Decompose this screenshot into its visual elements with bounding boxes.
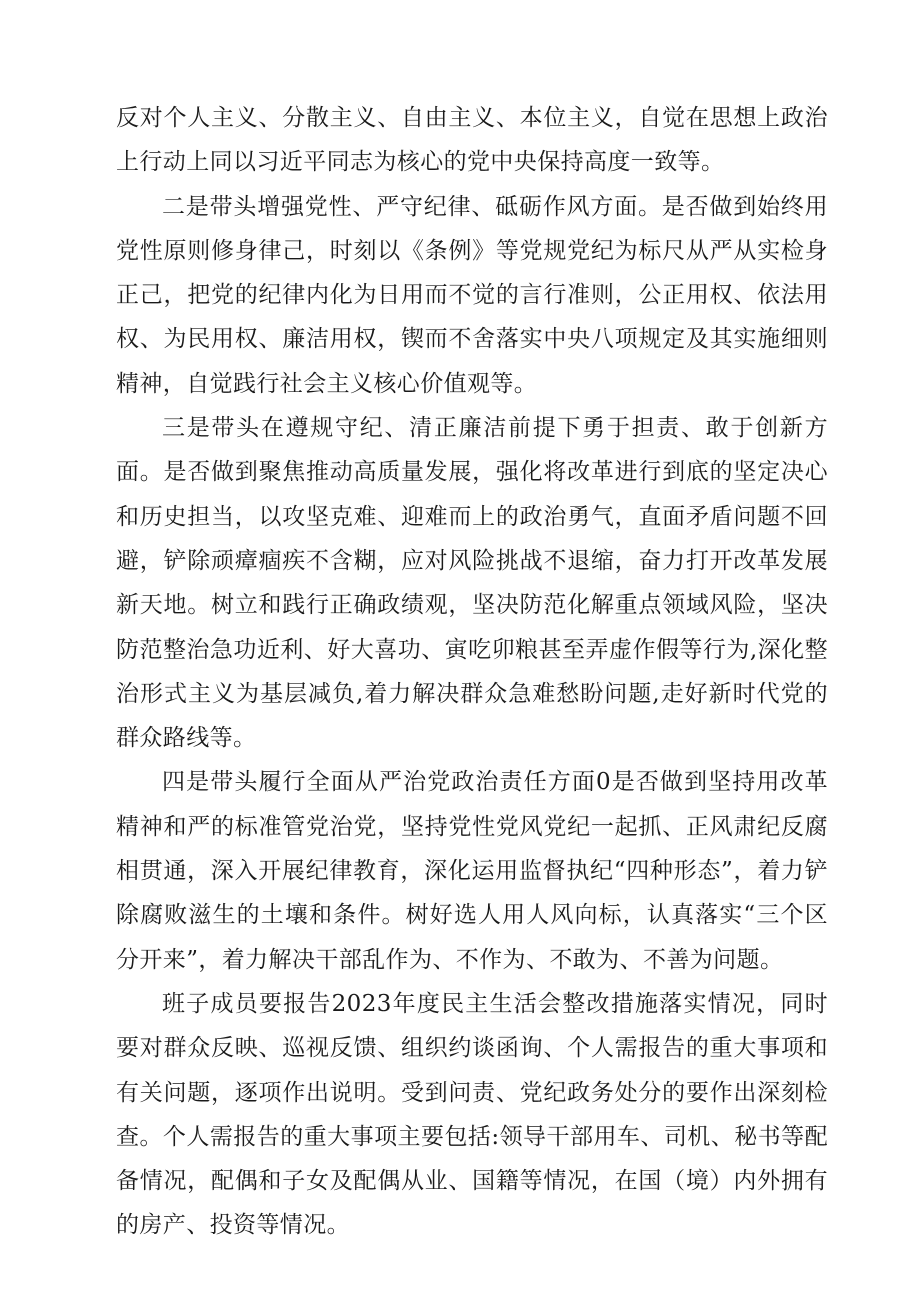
paragraph-1: 反对个人主义、分散主义、自由主义、本位主义，自觉在思想上政治上行动上同以习近平同志为核心的党中央保持高度一致等。: [116, 105, 828, 176]
paragraph-3: 三是带头在遵规守纪、清正廉洁前提下勇于担责、敢于创新方面。是否做到聚焦推动高质量发展，强化将改革进行到底的坚定决心和历史担当，以攻坚克难、迎难而上的政治勇气，直面矛盾问题不回避，铲除顽瘴痼疾不含糊，应对风险挑战不退缩，奋力打开改革发展新天地。树立和践行正确政绩观，坚决防范化解重点领域风险，坚决防范整治急功近利、好大喜功、寅吃卯粮甚至弄虚作假等行为,深化整治形式主义为基层减负,着力解决群众急难愁盼问题,走好新时代党的群众路线等。: [116, 415, 828, 752]
paragraph-5: 班子成员要报告2023年度民主生活会整改措施落实情况，同时要对群众反映、巡视反馈、组织约谈函询、个人需报告的重大事项和有关问题，逐项作出说明。受到问责、党纪政务处分的要作出深刻检查。个人需报告的重大事项主要包括:领导干部用车、司机、秘书等配备情况，配偶和子女及配偶从业、国籍等情况，在国（境）内外拥有的房产、投资等情况。: [116, 990, 828, 1239]
paragraph-4: 四是带头履行全面从严治党政治责任方面0是否做到坚持用改革精神和严的标准管党治党，坚持党性党风党纪一起抓、正风肃纪反腐相贯通，深入开展纪律教育，深化运用监督执纪“四种形态”，着力铲除腐败滋生的土壤和条件。树好选人用人风向标，认真落实“三个区分开来”，着力解决干部乱作为、不作为、不敢为、不善为问题。: [116, 769, 828, 973]
paragraph-2: 二是带头增强党性、严守纪律、砥砺作风方面。是否做到始终用党性原则修身律己，时刻以《条例》等党规党纪为标尺从严从实检身正己，把党的纪律内化为日用而不觉的言行准则，公正用权、依法用权、为民用权、廉洁用权，锲而不舍落实中央八项规定及其实施细则精神，自觉践行社会主义核心价值观等。: [116, 193, 828, 397]
document-body: [116, 96, 828, 1248]
